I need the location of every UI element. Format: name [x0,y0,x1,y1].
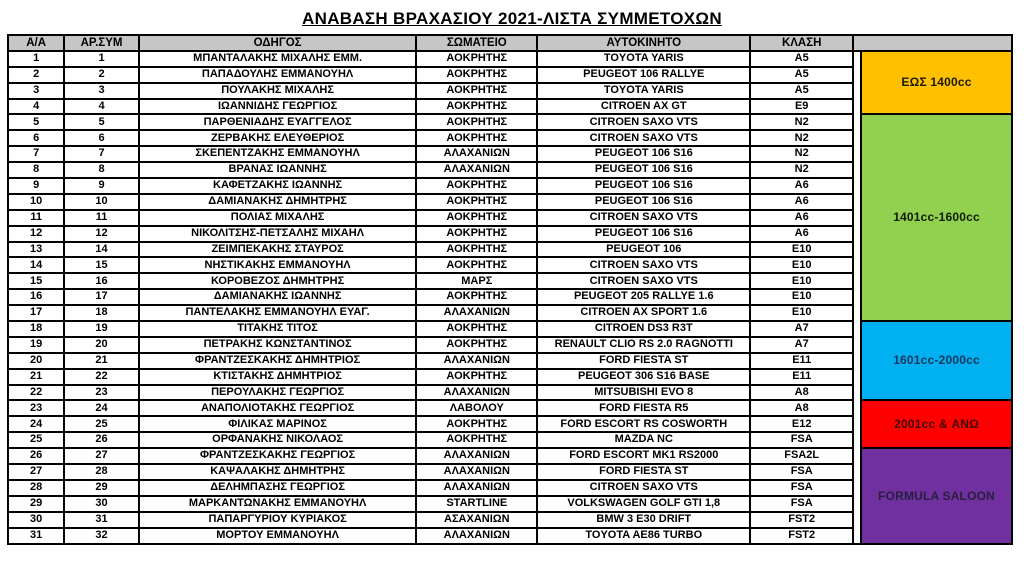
cell-driver: ΠΑΡΘΕΝΙΑΔΗΣ ΕΥΑΓΓΕΛΟΣ [139,114,417,130]
cell-entry-number: 21 [64,353,138,369]
cell-aa: 2 [8,67,64,83]
cell-entry-number: 27 [64,448,138,464]
cell-club: ΑΛΑΧΑΝΙΩΝ [416,146,537,162]
cell-club: STARTLINE [416,496,537,512]
cell-driver: ΠΕΤΡΑΚΗΣ ΚΩΝΣΤΑΝΤΙΝΟΣ [139,337,417,353]
cell-driver: ΒΡΑΝΑΣ ΙΩΑΝΝΗΣ [139,162,417,178]
cell-car: CITROEN SAXO VTS [537,257,750,273]
cell-entry-number: 22 [64,369,138,385]
cell-aa: 20 [8,353,64,369]
cell-driver: ΙΩΑΝΝΙΔΗΣ ΓΕΩΡΓΙΟΣ [139,99,417,115]
cell-driver: ΠΑΝΤΕΛΑΚΗΣ ΕΜΜΑΝΟΥΗΛ ΕΥΑΓ. [139,305,417,321]
cell-club: ΑΟΚΡΗΤΗΣ [416,321,537,337]
class-band-4: 2001cc & ΑΝΩ [861,400,1012,448]
header-driver: ΟΔΗΓΟΣ [139,35,417,51]
cell-club: ΑΣΑΧΑΝΙΩΝ [416,512,537,528]
cell-class: E9 [750,99,853,115]
cell-driver: ΝΙΚΟΛΙΤΣΗΣ-ΠΕΤΣΑΛΗΣ ΜΙΧΑΗΛ [139,226,417,242]
cell-car: PEUGEOT 106 S16 [537,178,750,194]
cell-driver: ΟΡΦΑΝΑΚΗΣ ΝΙΚΟΛΑΟΣ [139,432,417,448]
cell-aa: 6 [8,130,64,146]
cell-club: ΑΟΚΡΗΤΗΣ [416,369,537,385]
cell-entry-number: 15 [64,257,138,273]
cell-class: FSA [750,496,853,512]
page-title: ΑΝΑΒΑΣΗ ΒΡΑΧΑΣΙΟΥ 2021-ΛΙΣΤΑ ΣΥΜΜΕΤΟΧΩΝ [302,9,722,28]
cell-class: N2 [750,146,853,162]
cell-club: ΑΛΑΧΑΝΙΩΝ [416,448,537,464]
cell-class: FSA [750,432,853,448]
cell-entry-number: 26 [64,432,138,448]
cell-club: ΑΟΚΡΗΤΗΣ [416,226,537,242]
cell-car: RENAULT CLIO RS 2.0 RAGNOTTI [537,337,750,353]
cell-club: ΑΟΚΡΗΤΗΣ [416,194,537,210]
cell-club: ΑΟΚΡΗΤΗΣ [416,257,537,273]
cell-club: ΑΟΚΡΗΤΗΣ [416,178,537,194]
cell-driver: ΖΕΡΒΑΚΗΣ ΕΛΕΥΘΕΡΙΟΣ [139,130,417,146]
cell-aa: 24 [8,416,64,432]
header-club: ΣΩΜΑΤΕΙΟ [416,35,537,51]
cell-entry-number: 19 [64,321,138,337]
cell-class: E12 [750,416,853,432]
cell-driver: ΤΙΤΑΚΗΣ ΤΙΤΟΣ [139,321,417,337]
cell-aa: 13 [8,242,64,258]
cell-entry-number: 5 [64,114,138,130]
cell-entry-number: 14 [64,242,138,258]
cell-class: E10 [750,305,853,321]
cell-car: BMW 3 E30 DRIFT [537,512,750,528]
cell-aa: 17 [8,305,64,321]
cell-class: E10 [750,242,853,258]
cell-driver: ΦΙΛΙΚΑΣ ΜΑΡΙΝΟΣ [139,416,417,432]
cell-driver: ΠΟΛΙΑΣ ΜΙΧΑΛΗΣ [139,210,417,226]
cell-aa: 9 [8,178,64,194]
cell-entry-number: 23 [64,385,138,401]
cell-class: FSA [750,464,853,480]
cell-club: ΜΑΡΣ [416,273,537,289]
table-row [8,114,1012,130]
cell-aa: 16 [8,289,64,305]
cell-club: ΑΟΚΡΗΤΗΣ [416,337,537,353]
cell-driver: ΚΤΙΣΤΑΚΗΣ ΔΗΜΗΤΡΙΟΣ [139,369,417,385]
cell-club: ΑΛΑΧΑΝΙΩΝ [416,480,537,496]
cell-club: ΑΟΚΡΗΤΗΣ [416,130,537,146]
cell-club: ΑΛΑΧΑΝΙΩΝ [416,353,537,369]
cell-entry-number: 4 [64,99,138,115]
cell-class: N2 [750,162,853,178]
cell-entry-number: 7 [64,146,138,162]
cell-class: E11 [750,353,853,369]
class-band-2: 1401cc-1600cc [861,114,1012,321]
cell-club: ΑΟΚΡΗΤΗΣ [416,416,537,432]
cell-car: CITROEN SAXO VTS [537,130,750,146]
cell-driver: ΜΑΡΚΑΝΤΩΝΑΚΗΣ ΕΜΜΑΝΟΥΗΛ [139,496,417,512]
cell-club: ΑΟΚΡΗΤΗΣ [416,242,537,258]
cell-class: FSA2L [750,448,853,464]
cell-car: FORD FIESTA ST [537,464,750,480]
cell-entry-number: 9 [64,178,138,194]
cell-aa: 11 [8,210,64,226]
cell-club: ΑΛΑΧΑΝΙΩΝ [416,528,537,544]
cell-class: E10 [750,257,853,273]
cell-car: PEUGEOT 106 S16 [537,162,750,178]
participants-table [7,34,1013,545]
cell-aa: 27 [8,464,64,480]
cell-club: ΑΟΚΡΗΤΗΣ [416,67,537,83]
cell-class: A6 [750,210,853,226]
cell-car: CITROEN DS3 R3T [537,321,750,337]
cell-entry-number: 8 [64,162,138,178]
cell-car: PEUGEOT 106 [537,242,750,258]
table-row [8,400,1012,416]
header-entry-number: ΑΡ.ΣΥΜ [64,35,138,51]
cell-class: A8 [750,385,853,401]
cell-class: E11 [750,369,853,385]
cell-car: PEUGEOT 205 RALLYE 1.6 [537,289,750,305]
cell-car: VOLKSWAGEN GOLF GTI 1,8 [537,496,750,512]
cell-car: TOYOTA YARIS [537,83,750,99]
cell-club: ΑΟΚΡΗΤΗΣ [416,210,537,226]
cell-car: PEUGEOT 106 S16 [537,226,750,242]
cell-aa: 1 [8,51,64,67]
cell-driver: ΠΑΠΑΡΓΥΡΙΟΥ ΚΥΡΙΑΚΟΣ [139,512,417,528]
cell-class: N2 [750,130,853,146]
cell-aa: 14 [8,257,64,273]
cell-class: E10 [750,289,853,305]
cell-aa: 18 [8,321,64,337]
cell-entry-number: 31 [64,512,138,528]
header-row [8,35,1012,51]
cell-driver: ΝΗΣΤΙΚΑΚΗΣ ΕΜΜΑΝΟΥΗΛ [139,257,417,273]
table-row [8,448,1012,464]
cell-entry-number: 12 [64,226,138,242]
cell-driver: ΔΕΛΗΜΠΑΣΗΣ ΓΕΩΡΓΙΟΣ [139,480,417,496]
cell-car: FORD FIESTA R5 [537,400,750,416]
cell-club: ΑΛΑΧΑΝΙΩΝ [416,162,537,178]
cell-club: ΑΟΚΡΗΤΗΣ [416,51,537,67]
cell-entry-number: 30 [64,496,138,512]
class-band-3: 1601cc-2000cc [861,321,1012,400]
cell-car: CITROEN SAXO VTS [537,210,750,226]
cell-class: FST2 [750,528,853,544]
cell-car: CITROEN SAXO VTS [537,273,750,289]
cell-driver: ΠΑΠΑΔΟΥΛΗΣ ΕΜΜΑΝΟΥΗΛ [139,67,417,83]
cell-car: CITROEN SAXO VTS [537,114,750,130]
cell-car: MITSUBISHI EVO 8 [537,385,750,401]
header-aa: Α/Α [8,35,64,51]
cell-entry-number: 18 [64,305,138,321]
cell-aa: 31 [8,528,64,544]
cell-car: MAZDA NC [537,432,750,448]
cell-aa: 10 [8,194,64,210]
cell-entry-number: 25 [64,416,138,432]
cell-aa: 7 [8,146,64,162]
cell-club: ΑΛΑΧΑΝΙΩΝ [416,464,537,480]
class-band-5: FORMULA SALOON [861,448,1012,543]
cell-entry-number: 1 [64,51,138,67]
cell-entry-number: 3 [64,83,138,99]
cell-entry-number: 2 [64,67,138,83]
cell-entry-number: 6 [64,130,138,146]
header-spacer [853,35,1012,51]
cell-class: A6 [750,178,853,194]
cell-driver: ΦΡΑΝΤΖΕΣΚΑΚΗΣ ΓΕΩΡΓΙΟΣ [139,448,417,464]
cell-class: A8 [750,400,853,416]
cell-class: A7 [750,337,853,353]
cell-entry-number: 17 [64,289,138,305]
cell-entry-number: 32 [64,528,138,544]
cell-club: ΑΟΚΡΗΤΗΣ [416,99,537,115]
cell-car: PEUGEOT 106 S16 [537,194,750,210]
cell-driver: ΠΕΡΟΥΛΑΚΗΣ ΓΕΩΡΓΙΟΣ [139,385,417,401]
cell-car: PEUGEOT 106 RALLYE [537,67,750,83]
cell-entry-number: 10 [64,194,138,210]
cell-entry-number: 11 [64,210,138,226]
cell-car: CITROEN AX SPORT 1.6 [537,305,750,321]
cell-class: A5 [750,51,853,67]
cell-car: FORD ESCORT RS COSWORTH [537,416,750,432]
cell-aa: 25 [8,432,64,448]
cell-club: ΑΛΑΧΑΝΙΩΝ [416,305,537,321]
cell-class: FSA [750,480,853,496]
cell-car: TOYOTA AE86 TURBO [537,528,750,544]
cell-club: ΑΟΚΡΗΤΗΣ [416,83,537,99]
cell-driver: ΦΡΑΝΤΖΕΣΚΑΚΗΣ ΔΗΜΗΤΡΙΟΣ [139,353,417,369]
cell-entry-number: 20 [64,337,138,353]
cell-driver: ΚΑΨΑΛΑΚΗΣ ΔΗΜΗΤΡΗΣ [139,464,417,480]
cell-aa: 26 [8,448,64,464]
cell-aa: 30 [8,512,64,528]
cell-driver: ΣΚΕΠΕΝΤΖΑΚΗΣ ΕΜΜΑΝΟΥΗΛ [139,146,417,162]
cell-aa: 5 [8,114,64,130]
cell-entry-number: 28 [64,464,138,480]
cell-aa: 23 [8,400,64,416]
cell-car: CITROEN SAXO VTS [537,480,750,496]
cell-aa: 29 [8,496,64,512]
cell-car: FORD FIESTA ST [537,353,750,369]
table-gap-spacer [853,51,861,544]
cell-club: ΑΛΑΧΑΝΙΩΝ [416,385,537,401]
cell-club: ΑΟΚΡΗΤΗΣ [416,432,537,448]
cell-aa: 19 [8,337,64,353]
cell-class: A6 [750,226,853,242]
cell-club: ΛΑΒΟΛΟΥ [416,400,537,416]
cell-aa: 28 [8,480,64,496]
cell-driver: ΚΟΡΟΒΕΖΟΣ ΔΗΜΗΤΡΗΣ [139,273,417,289]
cell-car: TOYOTA YARIS [537,51,750,67]
class-band-1: ΕΩΣ 1400cc [861,51,1012,115]
cell-driver: ΠΟΥΛΑΚΗΣ ΜΙΧΑΛΗΣ [139,83,417,99]
cell-aa: 22 [8,385,64,401]
cell-driver: ΚΑΦΕΤΖΑΚΗΣ ΙΩΑΝΝΗΣ [139,178,417,194]
cell-driver: ΔΑΜΙΑΝΑΚΗΣ ΙΩΑΝΝΗΣ [139,289,417,305]
cell-class: A7 [750,321,853,337]
cell-car: FORD ESCORT MK1 RS2000 [537,448,750,464]
cell-aa: 3 [8,83,64,99]
cell-class: FST2 [750,512,853,528]
cell-entry-number: 24 [64,400,138,416]
cell-club: ΑΟΚΡΗΤΗΣ [416,114,537,130]
cell-class: E10 [750,273,853,289]
table-row [8,321,1012,337]
header-car: ΑΥΤΟΚΙΝΗΤΟ [537,35,750,51]
cell-aa: 4 [8,99,64,115]
cell-entry-number: 29 [64,480,138,496]
cell-driver: ΔΑΜΙΑΝΑΚΗΣ ΔΗΜΗΤΡΗΣ [139,194,417,210]
cell-driver: ΖΕΙΜΠΕΚΑΚΗΣ ΣΤΑΥΡΟΣ [139,242,417,258]
cell-club: ΑΟΚΡΗΤΗΣ [416,289,537,305]
cell-car: PEUGEOT 306 S16 BASE [537,369,750,385]
cell-car: CITROEN AX GT [537,99,750,115]
cell-class: A5 [750,83,853,99]
table-row [8,51,1012,67]
cell-entry-number: 16 [64,273,138,289]
cell-aa: 12 [8,226,64,242]
header-class: ΚΛΑΣΗ [750,35,853,51]
cell-aa: 8 [8,162,64,178]
cell-driver: ΜΟΡΤΟΥ ΕΜΜΑΝΟΥΗΛ [139,528,417,544]
cell-driver: ΜΠΑΝΤΑΛΑΚΗΣ ΜΙΧΑΛΗΣ ΕΜΜ. [139,51,417,67]
cell-car: PEUGEOT 106 S16 [537,146,750,162]
cell-driver: ΑΝΑΠΟΛΙΟΤΑΚΗΣ ΓΕΩΡΓΙΟΣ [139,400,417,416]
cell-class: A5 [750,67,853,83]
cell-class: A6 [750,194,853,210]
cell-class: N2 [750,114,853,130]
cell-aa: 21 [8,369,64,385]
cell-aa: 15 [8,273,64,289]
